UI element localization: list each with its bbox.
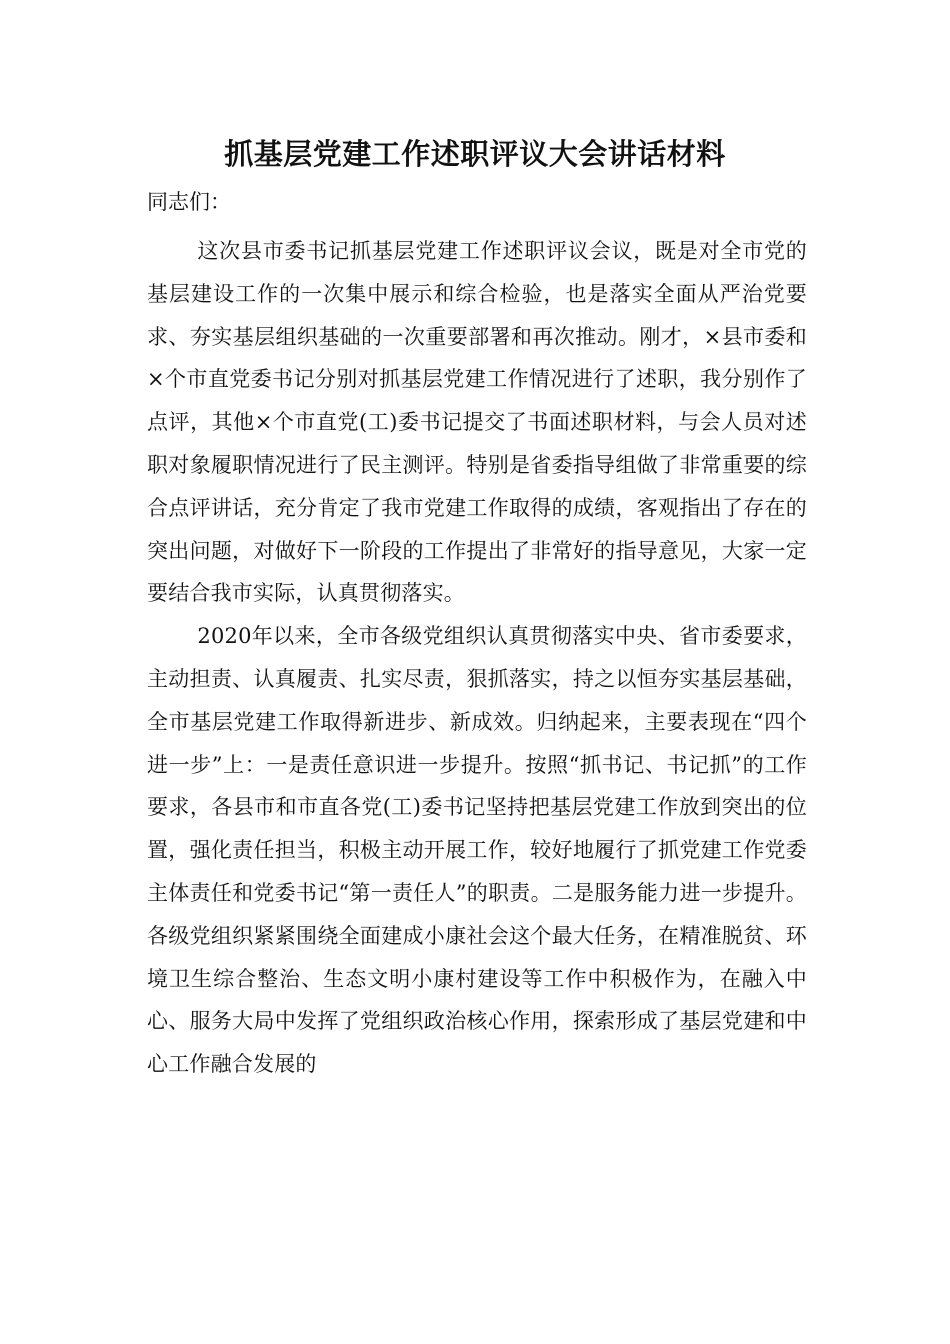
document-title: 抓基层党建工作述职评议大会讲话材料: [224, 137, 726, 171]
paragraph-achievements: 2020年以来，全市各级党组织认真贯彻落实中央、省市委要求，主动担责、认真履责、扎实尽责，狠抓落实，持之以恒夯实基层基础，全市基层党建工作取得新进步、新成效。归纳起来，主要表现在“四个进一步”上：一是责任意识进一步提升。按照“抓书记、书记抓”的工作要求，各县市和市直各党(工)委书记坚持把基层党建工作放到突出的位置，强化责任担当，积极主动开展工作，较好地履行了抓党建工作党委主体责任和党委书记“第一责任人”的职责。二是服务能力进一步提升。各级党组织紧紧围绕全面建成小康社会这个最大任务，在精准脱贫、环境卫生综合整治、生态文明小康村建设等工作中积极作为，在融入中心、服务大局中发挥了党组织政治核心作用，探索形成了基层党建和中心工作融合发展的: [147, 624, 807, 1077]
paragraph-opening: 这次县市委书记抓基层党建工作述职评议会议，既是对全市党的基层建设工作的一次集中展示和综合检验，也是落实全面从严治党要求、夯实基层组织基础的一次重要部署和再次推动。刚才，×县市委和×个市直党委书记分别对抓基层党建工作情况进行了述职，我分别作了点评，其他×个市直党(工)委书记提交了书面述职材料，与会人员对述职对象履职情况进行了民主测评。特别是省委指导组做了非常重要的综合点评讲话，充分肯定了我市党建工作取得的成绩，客观指出了存在的突出问题，对做好下一阶段的工作提出了非常好的指导意见，大家一定要结合我市实际，认真贯彻落实。: [147, 239, 807, 606]
salutation: 同志们：: [147, 190, 231, 214]
document-body: [147, 230, 807, 1086]
